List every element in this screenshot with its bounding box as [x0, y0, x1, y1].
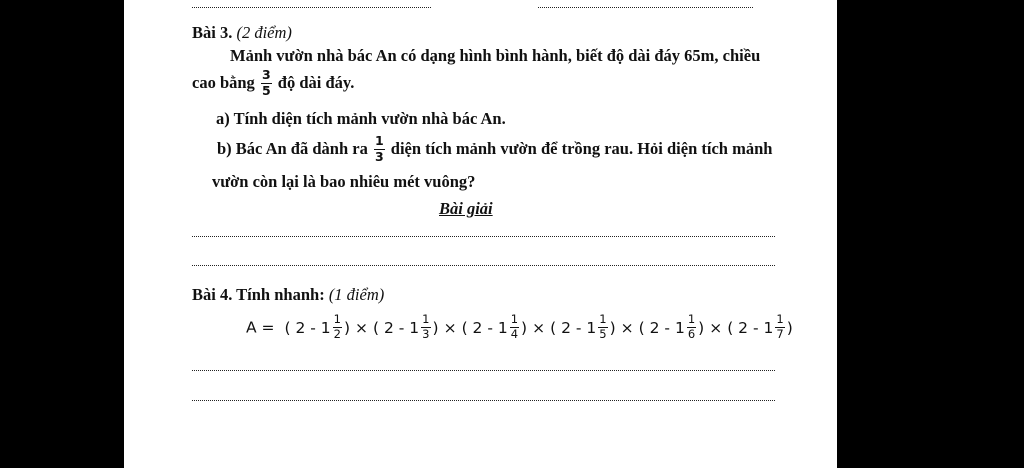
fraction-numerator: 1: [333, 312, 341, 326]
term-prefix: ( 2 - 1: [638, 318, 685, 337]
bai3-title: Bài 3.: [192, 23, 233, 42]
fraction-numerator: 1: [374, 133, 384, 148]
times-symbol: ×: [620, 318, 634, 337]
term-suffix: ): [432, 318, 439, 337]
fraction-three-fifths: [261, 69, 272, 97]
bai3-part-b-pre: b) Bác An đã dành ra: [217, 138, 368, 158]
answer-line-3: [192, 370, 775, 371]
formula-term: [550, 312, 616, 341]
term-fraction: [598, 314, 607, 340]
bai3-line2-post: độ dài đáy.: [277, 72, 355, 92]
formula-term: [284, 312, 351, 341]
term-prefix: ( 2 - 1: [373, 318, 420, 337]
answer-line-top-left: [192, 7, 431, 8]
term-prefix: ( 2 - 1: [550, 318, 597, 337]
fraction-numerator: 1: [687, 312, 696, 326]
bai3-line1: Mảnh vườn nhà bác An có dạng hình bình hành, biết độ dài đáy 65m, chiều: [230, 46, 761, 65]
formula-term: [373, 312, 439, 341]
term-suffix: ): [521, 318, 528, 337]
term-suffix: ): [786, 318, 793, 337]
formula-term: [461, 312, 528, 341]
bai4-title: Bài 4. Tính nhanh:: [192, 285, 325, 304]
bai4-title-line: [192, 285, 384, 305]
term-fraction: [687, 314, 696, 340]
times-symbol: ×: [355, 318, 369, 337]
term-prefix: ( 2 - 1: [461, 318, 508, 337]
bai3-part-b-line2: vườn còn lại là bao nhiêu mét vuông?: [212, 172, 476, 191]
fraction-denominator: 5: [261, 82, 271, 98]
fraction-numerator: 1: [422, 312, 430, 326]
worksheet-page: [124, 0, 837, 468]
times-symbol: ×: [709, 318, 723, 337]
fraction-denominator: 3: [374, 148, 384, 164]
bai3-points: (2 điểm): [236, 23, 292, 42]
bai3-line2: [192, 67, 355, 98]
answer-line-2: [192, 265, 775, 266]
fraction-one-third: [374, 135, 385, 163]
term-fraction: [333, 314, 342, 340]
term-suffix: ): [609, 318, 616, 337]
fraction-denominator: 4: [510, 326, 519, 341]
fraction-numerator: 3: [261, 67, 271, 82]
formula-a: [246, 312, 793, 341]
fraction-denominator: 5: [599, 326, 607, 341]
times-symbol: ×: [443, 318, 457, 337]
term-fraction: [775, 314, 784, 340]
bai3-title-line: [192, 23, 292, 43]
answer-line-top-right: [538, 7, 753, 8]
bai3-part-b-post: diện tích mảnh vườn để trồng rau. Hỏi diện tích mảnh: [390, 138, 773, 158]
bai4-points: (1 điểm): [328, 285, 385, 304]
solution-heading: Bài giải: [439, 199, 493, 218]
formula-label: A =: [246, 318, 275, 337]
term-fraction: [510, 314, 519, 340]
formula-term: [727, 312, 793, 341]
bai3-part-a: a) Tính diện tích mảnh vườn nhà bác An.: [216, 109, 506, 128]
answer-line-1: [192, 236, 775, 237]
fraction-numerator: 1: [776, 312, 784, 326]
term-prefix: ( 2 - 1: [727, 318, 774, 337]
fraction-denominator: 7: [776, 326, 784, 341]
bai3-line2-pre: cao bằng: [192, 72, 255, 92]
fraction-denominator: 2: [333, 326, 341, 341]
fraction-numerator: 1: [510, 312, 519, 326]
term-prefix: ( 2 - 1: [284, 318, 331, 337]
bai3-part-b: [217, 133, 773, 164]
times-symbol: ×: [532, 318, 546, 337]
fraction-denominator: 3: [422, 326, 430, 341]
formula-term: [638, 312, 705, 341]
term-suffix: ): [343, 318, 351, 337]
term-fraction: [421, 314, 430, 340]
term-suffix: ): [698, 318, 705, 337]
fraction-numerator: 1: [599, 312, 607, 326]
answer-line-4: [192, 400, 775, 401]
fraction-denominator: 6: [687, 326, 696, 341]
